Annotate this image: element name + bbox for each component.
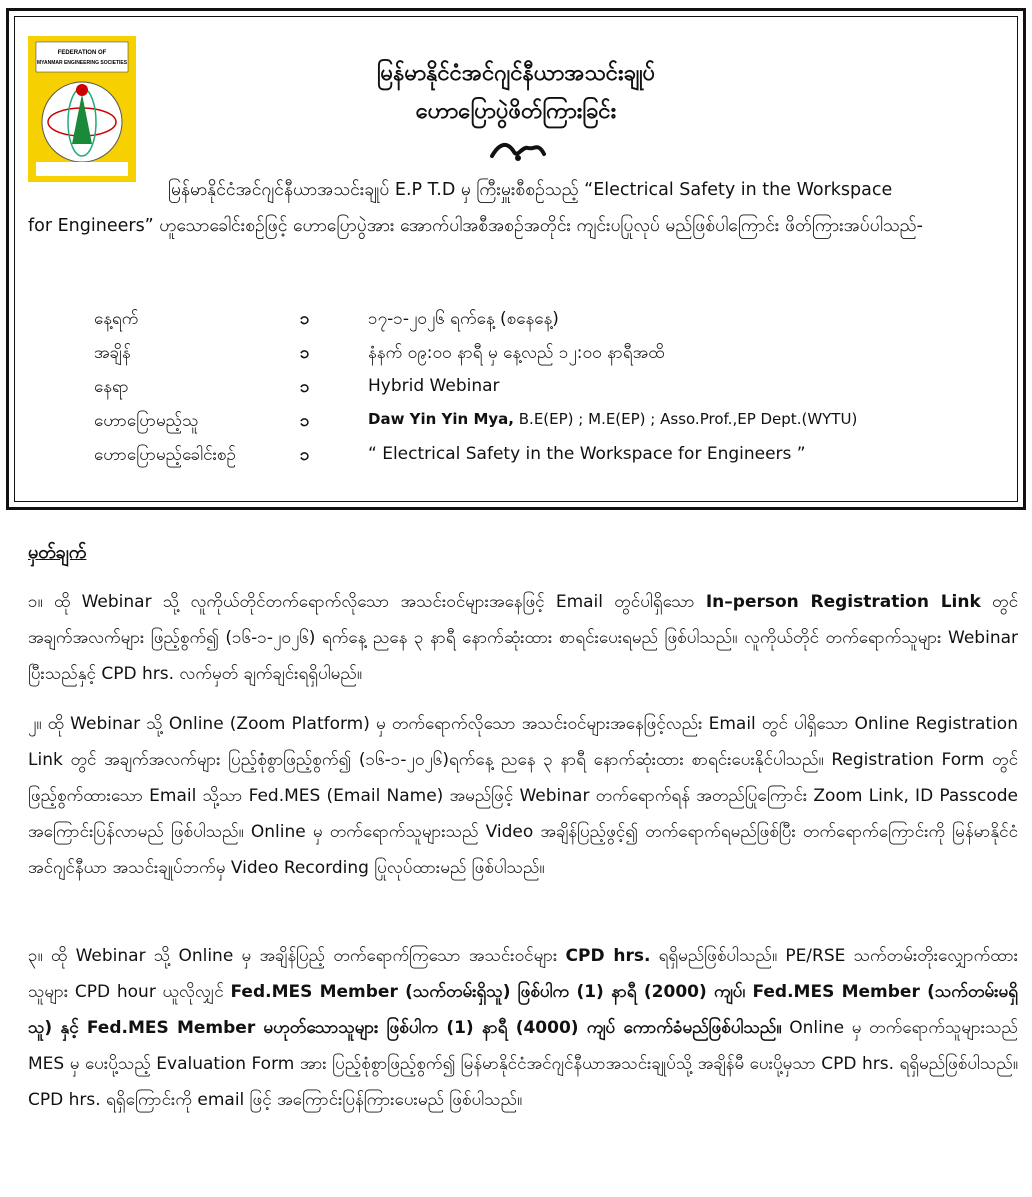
detail-row-speaker xyxy=(0,410,1032,444)
note-paragraph-2: ၂။ ထို Webinar သို့ Online (Zoom Platform) မှ တက်ရောက်လိုသော အသင်းဝင်များအနေဖြင့်လည်း Email တွင် ပါရှိသော Online Registration Link တွင် အချက်အလက်များ ပြည့်စုံစွာဖြည့်စွက်၍ (၁၆-၁-၂၀၂၆)ရက်နေ့ ညနေ ၃ နာရီ နောက်ဆုံးထား စာရင်းပေးနိုင်ပါသည်။ Registration Form တွင် ဖြည့်စွက်ထားသော Email သို့သာ Fed.MES (Email Name) အမည်ဖြင့် Webinar တက်ရောက်ရန် အတည်ပြုကြောင်း Zoom Link, ID Passcode အကြောင်းပြန်လာမည် ဖြစ်ပါသည်။ Online မှ တက်ရောက်သူများသည် Video အချိန်ပြည့်ဖွင့်၍ တက်ရောက်ရမည်ဖြစ်ပြီး တက်ရောက်ကြောင်းကို မြန်မာနိုင်ငံအင်ဂျင်နီယာ အသင်းချုပ်ဘက်မှ Video Recording ပြုလုပ်ထားမည် ဖြစ်ပါသည်။ xyxy=(28,714,1018,878)
detail-value: ၁၇-၁-၂၀၂၆ ရက်နေ့ (စနေနေ့) xyxy=(368,309,559,329)
intro-line-1: မြန်မာနိုင်ငံအင်ဂျင်နီယာအသင်းချုပ် E.P T.D မှ ကြီးမှူးစီစဉ်သည့် “Electrical Safety in the Workspace xyxy=(168,180,893,200)
detail-label: ဟောပြောမည့်ခေါင်းစဉ် xyxy=(94,445,236,465)
detail-label: အချိန် xyxy=(94,343,131,363)
logo-banner-text-line1: FEDERATION OF xyxy=(57,50,107,56)
detail-row-time xyxy=(0,342,1032,376)
page-title: မြန်မာနိုင်ငံအင်ဂျင်နီယာအသင်းချုပ် xyxy=(376,61,656,86)
note-1-text-a: ၁။ ထို Webinar သို့ လူကိုယ်တိုင်တက်ရောက်လိုသော အသင်းဝင်များအနေဖြင့် Email တွင်ပါရှိသော xyxy=(28,592,706,612)
detail-row-topic xyxy=(0,444,1032,478)
detail-separator: ၁ xyxy=(300,411,310,431)
detail-separator: ၁ xyxy=(300,343,310,363)
notes-heading: မှတ်ချက် xyxy=(28,542,87,563)
detail-value: နံနက် ၀၉:၀၀ နာရီ မှ နေ့လည် ၁၂:၀၀ နာရီအထိ xyxy=(368,343,665,363)
detail-separator: ၁ xyxy=(300,309,310,329)
note-1-text-c: တွင် အချက်အလက်များ ဖြည့်စွက်၍ (၁၆-၁-၂၀၂၆) ရက်နေ့ ညနေ ၃ နာရီ နောက်ဆုံးထား စာရင်းပေးရမည် ဖြစ်ပါသည်။ လူကိုယ်တိုင် တက်ရောက်သူများ Webinar ပြီးသည်နှင့် CPD hrs. လက်မှတ် ချက်ချင်းရရှိပါမည်။ xyxy=(28,592,1018,684)
detail-label: နေ့ရက် xyxy=(94,309,139,329)
note-paragraph-1 xyxy=(28,584,1018,692)
detail-separator: ၁ xyxy=(300,445,310,465)
detail-separator: ၁ xyxy=(300,377,310,397)
detail-value xyxy=(368,410,857,428)
detail-value: Hybrid Webinar xyxy=(368,376,500,396)
page-subtitle: ဟောပြောပွဲဖိတ်ကြားခြင်း xyxy=(415,99,617,124)
note-3-text-a: ၃။ ထို Webinar သို့ Online မှ အချိန်ပြည့် တက်ရောက်ကြသော အသင်းဝင်များ xyxy=(28,946,566,966)
intro-line-rest: for Engineers” ဟူသောခေါင်းစဉ်ဖြင့် ဟောပြောပွဲအား အောက်ပါအစီအစဉ်အတိုင်း ကျင်းပပြုလုပ် မည်ဖြစ်ပါကြောင်း ဖိတ်ကြားအပ်ပါသည်- xyxy=(28,216,923,236)
note-3-text-e: Online မှ တက်ရောက်သူများသည် MES မှ ပေးပို့သည့် Evaluation Form အား ပြည့်စုံစွာဖြည့်စွက်၍ မြန်မာနိုင်ငံအင်ဂျင်နီယာအသင်းချုပ်သို့ အချိန်မီ ပေးပို့မှသာ CPD hrs. ရရှိမည်ဖြစ်ပါသည်။ CPD hrs. ရရှိကြောင်းကို email ဖြင့် အကြောင်းပြန်ကြားပေးမည် ဖြစ်ပါသည်။ xyxy=(28,1018,1018,1110)
detail-row-date xyxy=(0,308,1032,342)
note-paragraph-3 xyxy=(28,938,1018,1118)
note-3-fees: Fed.MES Member (သက်တမ်းရှိသူ) ဖြစ်ပါက (1) နာရီ (2000) ကျပ်၊ Fed.MES Member (သက်တမ်းမရှိသူ) နှင့် Fed.MES Member မဟုတ်သောသူများ ဖြစ်ပါက (1) နာရီ (4000) ကျပ် ကောက်ခံမည်ဖြစ်ပါသည်။ xyxy=(28,982,1018,1038)
speaker-credentials: B.E(EP) ; M.E(EP) ; Asso.Prof.,EP Dept.(WYTU) xyxy=(514,410,858,428)
note-3-text-c: ရရှိမည်ဖြစ်ပါသည်။ PE/RSE သက်တမ်းတိုးလျှောက်ထားသူများ CPD hour ယူလိုလျှင် xyxy=(28,946,1019,1002)
intro-paragraph xyxy=(28,172,1002,244)
note-1-registration-link: In–person Registration Link xyxy=(705,592,981,612)
note-3-cpd-hrs: CPD hrs. xyxy=(565,946,651,966)
decorative-flourish-icon xyxy=(488,138,548,164)
detail-value: “ Electrical Safety in the Workspace for Engineers ” xyxy=(368,444,806,464)
detail-label: ဟောပြောမည့်သူ xyxy=(94,411,199,431)
logo-banner-text-line2: MYANMAR ENGINEERING SOCIETIES xyxy=(36,60,128,66)
detail-row-venue xyxy=(0,376,1032,410)
speaker-name: Daw Yin Yin Mya, xyxy=(368,410,514,428)
detail-label: နေရာ xyxy=(94,377,129,397)
